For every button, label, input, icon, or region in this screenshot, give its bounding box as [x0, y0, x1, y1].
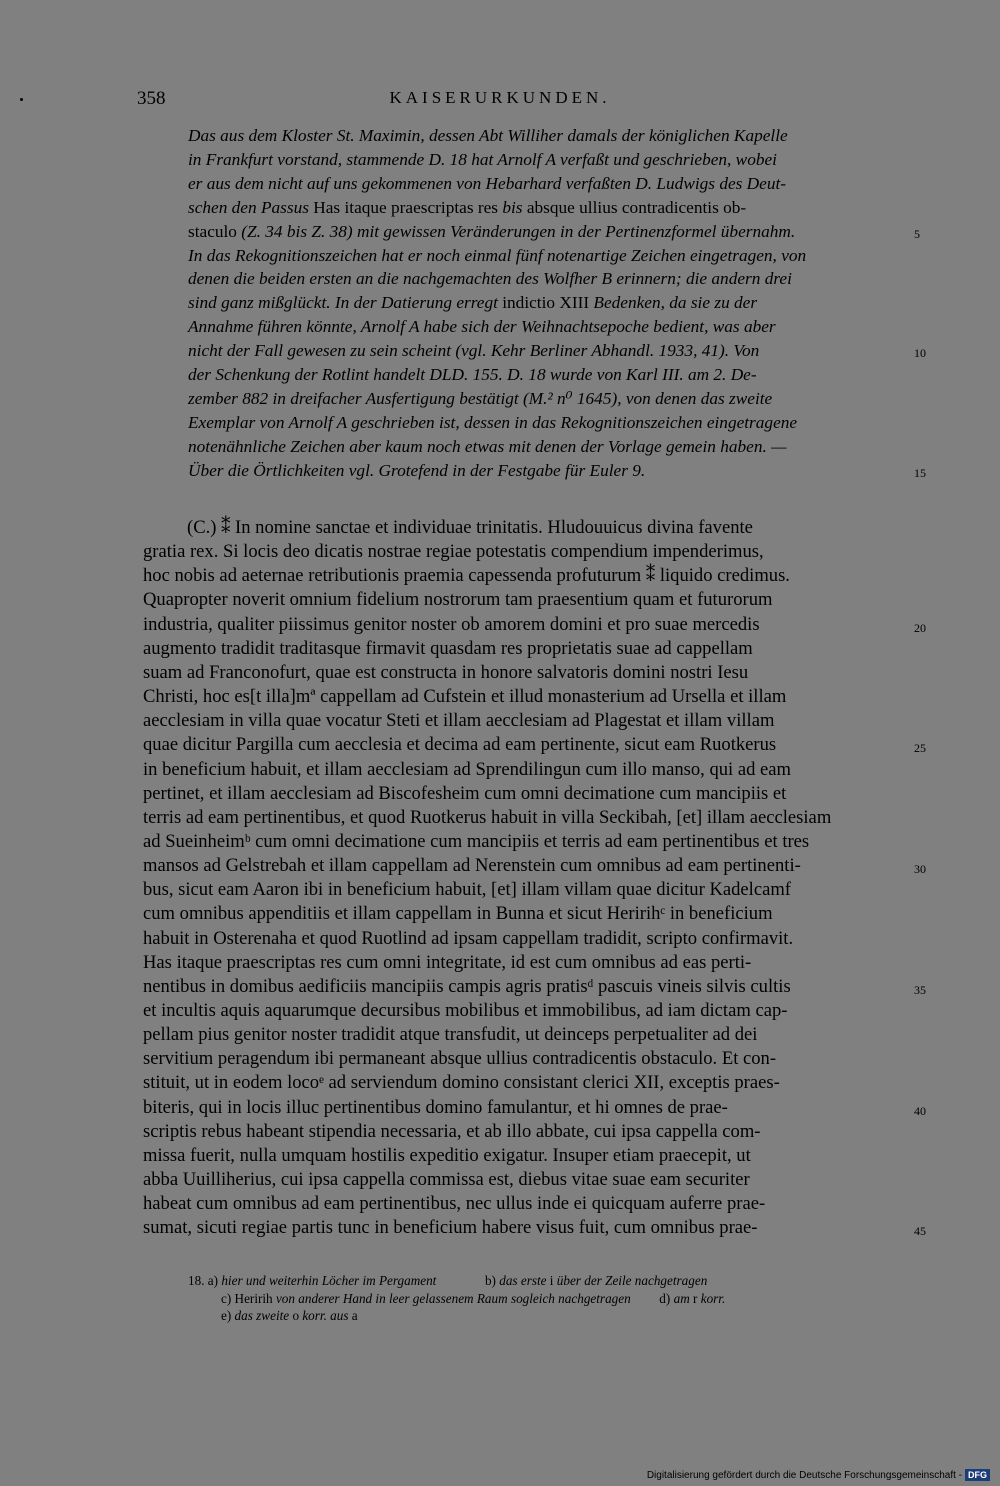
text-line: suam ad Franconofurt, quae est constructa in honore salvatoris domini nostri Iesu [143, 661, 749, 683]
intro-line: in Frankfurt vorstand, stammende D. 18 hat Arnolf A verfaßt und geschrieben, wobei [188, 149, 777, 169]
line-number: 45 [914, 1224, 926, 1239]
text-line: ad Sueinheimᵇ cum omni decimatione cum mancipiis et terris ad eam pertinentibus et tres [143, 830, 810, 852]
intro-line: Das aus dem Kloster St. Maximin, dessen Abt Williher damals der königlichen Kapelle [188, 126, 788, 145]
text-line: (C.) ⁑ In nomine sanctae et individuae trinitatis. Hludouuicus divina favente [187, 517, 753, 538]
intro-line: sind ganz mißglückt. In der Datierung erregt indictio XIII Bedenken, da sie zu der [188, 293, 758, 313]
intro-line: nicht der Fall gewesen zu sein scheint (vgl. Kehr Berliner Abhandl. 1933, 41). Von [188, 341, 760, 361]
text-line: stituit, ut in eodem locoᵉ ad serviendum domino consistant clerici XII, exceptis praes- [143, 1072, 780, 1094]
text-line: scriptis rebus habeant stipendia necessaria, et ab illo abbate, cui ipsa cappella com- [143, 1120, 761, 1142]
intro-line: der Schenkung der Rotlint handelt DLD. 155. D. 18 wurde von Karl III. am 2. De- [188, 365, 757, 384]
intro-line: Annahme führen könnte, Arnolf A habe sich der Weihnachtsepoche bedient, was aber [188, 317, 776, 337]
text-line: mansos ad Gelstrebah et illam cappellam ad Nerenstein cum omnibus ad eam pertinenti- [143, 855, 801, 877]
intro-line: er aus dem nicht auf uns gekommenen von Hebarhard verfaßten D. Ludwigs des Deut- [188, 173, 787, 193]
line-number: 10 [914, 346, 926, 361]
text-line: cum omnibus appenditiis et illam cappellam in Bunna et sicut Heririhᶜ in beneficium [143, 903, 773, 925]
text-line: sumat, sicuti regiae partis tunc in beneficium habere visus fuit, cum omnibus prae- [143, 1217, 758, 1239]
running-title: KAISERURKUNDEN. [389, 88, 611, 107]
line-number: 35 [914, 982, 926, 997]
text-line: Has itaque praescriptas res cum omni integritate, id est cum omnibus ad eas perti- [143, 951, 752, 973]
line-number: 20 [914, 620, 926, 635]
intro-line: Über die Örtlichkeiten vgl. Grotefend in der Festgabe für Euler 9. [188, 460, 646, 480]
text-line: servitium peragendum ibi permaneant absque ullius contradicentis obstaculo. Et con- [143, 1048, 777, 1070]
intro-line: staculo (Z. 34 bis Z. 38) mit gewissen Veränderungen in der Pertinenzformel übernahm. [188, 221, 796, 241]
text-line: hoc nobis ad aeternae retributionis praemia capessenda profuturum ⁑ liquido credimus. [143, 565, 790, 587]
text-line: abba Uuilliherius, cui ipsa cappella commissa est, diebus vitae suae eam securiter [143, 1169, 750, 1191]
text-line: Quapropter noverit omnium fidelium nostrorum tam praesentium quam et futurorum [143, 589, 773, 611]
credit-text: Digitalisierung gefördert durch die Deutsche Forschungsgemeinschaft - [646, 1469, 962, 1481]
intro-line: denen die beiden ersten an die nachgemachten des Wolfher B erinnern; die andern drei [188, 269, 792, 289]
text-line: habuit in Osterenaha et quod Ruotlind ad ipsam cappellam tradidit, scripto confirmavit. [143, 927, 794, 949]
text-line: quae dicitur Pargilla cum aecclesia et decima ad eam pertinente, sicut eam Ruotkerus [143, 734, 777, 756]
footnote-line-2: c) Heririh von anderer Hand in leer gelassenem Raum sogleich nachgetragen d) am r korr. [221, 1291, 726, 1306]
intro-line: In das Rekognitionszeichen hat er noch einmal fünf notenartige Zeichen eingetragen, von [188, 245, 807, 265]
text-line: gratia rex. Si locis deo dicatis nostrae regiae potestatis compendium impenderimus, [143, 541, 764, 563]
line-number: 15 [914, 465, 926, 480]
text-line: aecclesiam in villa quae vocatur Steti et illam aecclesiam ad Plagestat et illam villam [143, 710, 775, 732]
text-line: industria, qualiter piissimus genitor noster ob amorem domini et pro suae mercedis [143, 613, 760, 635]
line-number: 5 [914, 226, 920, 241]
intro-line: schen den Passus Has itaque praescriptas res bis absque ullius contradicentis ob- [188, 197, 747, 217]
text-line: et incultis aquis aquarumque decursibus mobilibus et immobilibus, ad iam dictam cap- [143, 1000, 788, 1021]
intro-line: zember 882 in dreifacher Ausfertigung bestätigt (M.² n⁰ 1645), von denen das zweite [188, 388, 773, 408]
intro-line: Exemplar von Arnolf A geschrieben ist, dessen in das Rekognitionszeichen eingetragene [188, 412, 798, 432]
intro-line: notenähnliche Zeichen aber kaum noch etwas mit denen der Vorlage gemein haben. — [188, 436, 787, 456]
footnote-line-1: 18. a) hier und weiterhin Löcher im Pergament b) das erste i über der Zeile nachgetragen [188, 1273, 708, 1288]
page-number: 358 [137, 88, 166, 109]
text-line: augmento tradidit traditasque firmavit quasdam res proprietatis suae ad cappellam [143, 637, 753, 659]
text-line: missa fuerit, nulla umquam hostilis expeditio exigatur. Insuper etiam praecepit, ut [143, 1144, 751, 1166]
line-number: 25 [914, 741, 926, 756]
dfg-logo: DFG [965, 1469, 990, 1481]
footnote-line-3: e) das zweite o korr. aus a [221, 1308, 358, 1323]
line-number: 30 [914, 862, 926, 877]
text-line: Christi, hoc es[t illa]mª cappellam ad Cufstein et illud monasterium ad Ursella et illam [143, 686, 787, 708]
text-line: biteris, qui in locis illuc pertinentibus domino famulantur, et hi omnes de prae- [143, 1096, 728, 1118]
text-line: terris ad eam pertinentibus, et quod Ruotkerus habuit in villa Seckibah, [et] illam aecclesiam [143, 806, 832, 828]
line-number: 40 [914, 1103, 926, 1118]
text-line: nentibus in domibus aedificiis mancipiis campis agris pratisᵈ pascuis vineis silvis cultis [143, 975, 791, 997]
text-line: pertinet, et illam aecclesiam ad Biscofesheim cum omni decimatione cum mancipiis et [143, 782, 787, 804]
text-line: in beneficium habuit, et illam aecclesiam ad Sprendilingun cum illo manso, qui ad eam [143, 758, 792, 780]
text-line: bus, sicut eam Aaron ibi in beneficium habuit, [et] illam villam quae dicitur Kadelcamf [143, 879, 792, 901]
text-line: pellam pius genitor noster tradidit atque transfudit, ut deinceps perpetualiter ad dei [143, 1024, 758, 1046]
text-line: habeat cum omnibus ad eam pertinentibus, nec ullus inde ei quicquam auferre prae- [143, 1193, 766, 1215]
dfg-credit [647, 1469, 990, 1481]
